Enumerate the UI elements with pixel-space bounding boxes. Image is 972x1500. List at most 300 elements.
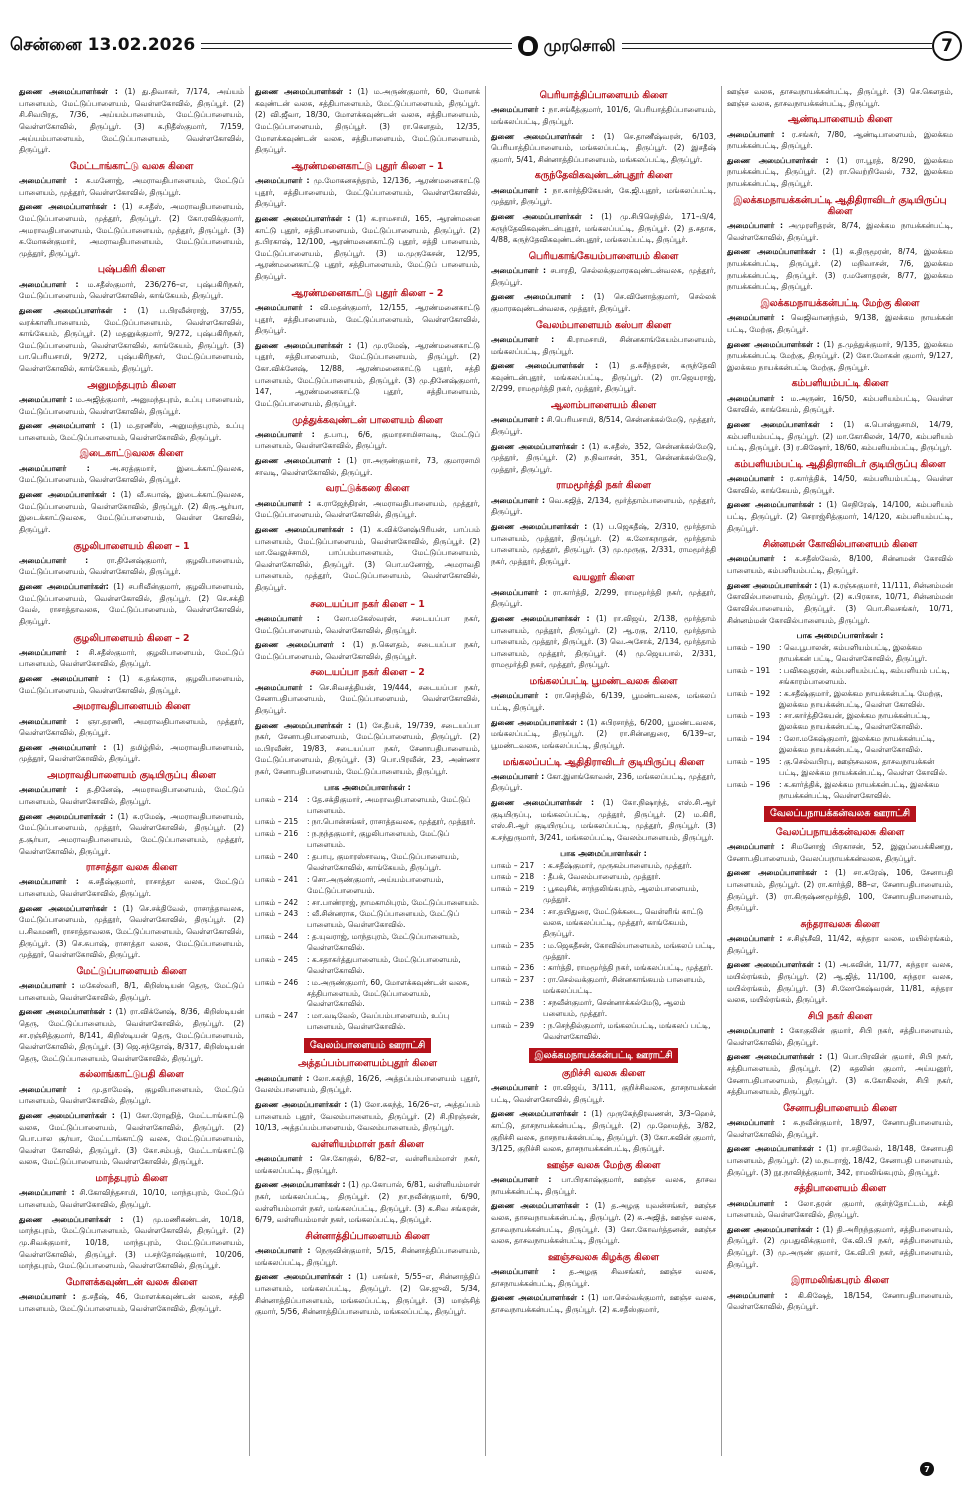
- ward-organizer: : சநவீன்குமார், சென்னாக்கல்மேடு, ஆலம் பளையம், முத்தூர்.: [543, 998, 686, 1018]
- branch-section: [491, 1160, 716, 1247]
- ward-row: [491, 907, 716, 940]
- role-label: அமைப்பாளர் :: [19, 394, 73, 404]
- role-label: துணை அமைப்பாளர்கள் :: [727, 580, 818, 590]
- member-details: ர.சங்கர், 7/80, ஆண்டிபாளையம், இலக்கம நாயக்கன்பட்டி, திருப்பூர்.: [727, 129, 953, 151]
- branch-section: [19, 161, 244, 260]
- member-entry: [491, 495, 716, 518]
- ward-organizer: : ரா.செல்வக்குமார், சின்னகாங்கயம் பாளையம், மங்கலப்பட்டி.: [543, 975, 706, 996]
- member-entry: [255, 302, 480, 337]
- role-label: துணை அமைப்பாளர்கள் :: [491, 521, 588, 531]
- branch-section: [727, 631, 953, 801]
- member-details: (1) மு.மணிகண்டன், 10/18, மாந்தபுரம், மேட்டுப்பாளையம், வெள்ளகோவில், திருப்பூர். (2) மு.சிவக்குமார், 10/18, மாந்தபுரம், மேட்டுப்பாளையம், வெள்ளகோவில், திருப்பூர். (3) ப.சந்தோஷ்குமார், 10/206, மாந்தபுரம், மேட்டுப்பாளையம், வெள்ளகோவில், திருப்பூர்.: [19, 1214, 244, 1271]
- member-entry: [255, 524, 480, 594]
- ward-organizer: : தபாபு, குமாரஸ்சாவடி, மேட்டுப்பாளையம், வெள்ளகோவில், காங்கேயம், திருப்பூர்.: [307, 852, 459, 872]
- member-entry: [19, 1110, 244, 1168]
- role-label: துணை அமைப்பாளர் :: [19, 674, 111, 684]
- branch-heading: இராமலிங்கபுரம் கிளை: [791, 1275, 889, 1287]
- member-details: த.சதீஷ், 46, மோளக்கவுண்டன் வலசு, சத்தி பாளையம், மேட்டுப்பாளையம், வெள்ளகோவில், திருப்பூர்.: [19, 1292, 244, 1313]
- member-details: (1) க.ராமசாமி, 165, ஆரண்மனை காட்டு புதூர், சத்திபாளையம், மேட்டுப்பாளையம், திருப்பூர். (2) த.பிரகாஷ், 12/100, ஆரண்மனைகாட்டு புதூர், சத்தி பாளையம், மேட்டுப்பாளையம், திருப்பூர். (3) ம.முருகேசன், 12/95, ஆரண்மனைகாட்டு புதூர், சத்திபாளையம், மேட்டுப் பாளையம், திருப்பூர்.: [255, 213, 480, 282]
- member-details: கோ.இளங்கோவன், 236, மங்கலப்பட்டி, முத்தூர், திருப்பூர்.: [491, 771, 716, 793]
- member-details: ச.சிஞ்சீவி, 11/42, சுந்தரா வலசு, மயில்ரங்கம், திருப்பூர்.: [727, 934, 953, 955]
- ward-row: [255, 909, 480, 931]
- member-entry: [491, 1082, 716, 1105]
- member-entry: [491, 360, 716, 395]
- branch-section: [491, 480, 716, 567]
- page-number: 7: [932, 31, 962, 61]
- role-label: அமைப்பாளர் :: [19, 716, 79, 726]
- member-details: (1) மு.சிபிசெந்தில், 171–பி/4, கருந்தேவிகவுண்டன்புதூர், மங்கலப்பட்டி, திருப்பூர். (2) த.சதாசு, 4/88, கருந்தேவிகவுண்டன்புதூர், மங்கலப்பட்டி, திருப்பூர்.: [491, 211, 716, 245]
- member-details: (1) த.அழகு யுவன்சங்கர், ஊஞ்ச வலசு, தாசவநாயக்கன்பட்டி, திருப்பூர். (2) சு.அஜித், ஊஞ்ச வலசு, தாசவநாயக்கன்பட்டி, திருப்பூர். (3) கோ.கோவர்த்தனன், ஊஞ்ச வலசு, தாசவநாயக்கன்பட்டி, திருப்பூர்.: [491, 1201, 716, 1246]
- member-entry: [255, 1073, 480, 1096]
- ward-row: [491, 861, 716, 872]
- member-details: (1) ரா.பூரத், 8/290, இலக்கம நாயக்கன்பட்டி, திருப்பூர். (2) ரா.வெற்றிவேல், 732, இலக்கம நாயக்கன்பட்டி, திருப்பூர்.: [727, 155, 953, 189]
- member-entry: [727, 473, 953, 496]
- branch-heading: சேனாபதிபாளையம் கிளை: [783, 1102, 897, 1114]
- branch-section: [491, 1048, 716, 1063]
- role-label: அமைப்பாளர் :: [255, 498, 312, 508]
- branch-heading: கல்லாங்காட்டுபதி கிளை: [79, 1069, 184, 1081]
- ward-organizer: : கார்த்தி, ராமமூர்த்தி நகர், மங்கலப்பட்டி, முத்தூர்.: [543, 963, 714, 973]
- branch-section: [255, 1231, 480, 1318]
- role-label: அமைப்பாளர் :: [19, 463, 90, 473]
- branch-section: [491, 757, 716, 844]
- role-label: அமைப்பாளர் :: [19, 176, 78, 186]
- role-label: துணை அமைப்பாளர்கள் :: [491, 1109, 587, 1119]
- member-entry: [19, 86, 244, 156]
- role-label: துணை அமைப்பாளர்கள் :: [491, 211, 593, 221]
- member-entry: [727, 841, 953, 864]
- member-entry: [255, 213, 480, 283]
- member-details: (1) து.திவாகர், 7/174, அய்யம் பாளையம், மேட்டுப்பாளையம், வெள்ளகோவில், திருப்பூர். (2) சி.சிவபிரத, 7/36, அய்யம்பாளையம், மேட்டுப்பாளையம், வெள்ளகோவில், திருப்பூர். (3) க.நிதீஸ்குமார், 7/159, அய்யம்பாளையம், மேட்டுப்பாளையம், வெள்ளகோவில், திருப்பூர்.: [19, 87, 245, 155]
- member-entry: [491, 185, 716, 208]
- role-label: துணை அமைப்பாளர்கள் :: [19, 903, 117, 913]
- member-details: (1) ந.கௌதம், சடையப்பா நகர், மேட்டுப்பாளையம், வெள்ளகோவில், திருப்பூர்.: [255, 640, 480, 661]
- branch-heading: மங்கலப்பட்டி ஆதிதிராவிடர் குடியிருப்பு கிளை: [502, 756, 705, 768]
- member-entry: [727, 1117, 953, 1140]
- role-label: அமைப்பாளர் :: [19, 1084, 81, 1094]
- role-label: துணை அமைப்பாளர்கள் :: [255, 720, 352, 730]
- branch-heading: வேலப்பநாயக்கன்வலசு கிளை: [775, 826, 905, 838]
- branch-heading: ஆலாம்பாளையம் கிளை: [550, 400, 657, 411]
- ward-row: [255, 875, 480, 897]
- ward-row: [491, 884, 716, 906]
- role-label: அமைப்பாளர் :: [491, 771, 545, 781]
- branch-section: [255, 599, 480, 663]
- member-entry: [255, 1271, 480, 1318]
- ward-row: [255, 817, 480, 828]
- member-entry: [491, 717, 716, 752]
- role-label: அமைப்பாளர் :: [727, 1290, 788, 1300]
- role-label: துணை அமைப்பாளர்கள் :: [19, 811, 114, 821]
- role-label: துணை அமைப்பாளர் :: [19, 421, 105, 431]
- role-label: அமைப்பாளர் :: [491, 1083, 548, 1093]
- member-entry: [255, 86, 480, 156]
- member-entry: [19, 420, 244, 443]
- member-details: (1) மா.செல்வக்குமார், ஊஞ்ச வலசு, தாசவநாயக்கன்பட்டி, திருப்பூர். (2) க.சதீஸ்குமார்,: [491, 1293, 716, 1315]
- role-label: அமைப்பாளர் :: [491, 1175, 552, 1185]
- ward-organizer: : நா.பொன்சங்கர், ராசாத்தவலசு, முத்தூர், முத்தூர்.: [307, 817, 476, 827]
- member-entry: [19, 1006, 244, 1064]
- ward-number: பாகம் – 218: [491, 872, 535, 882]
- member-details: கி.ராமசாமி, சின்னகாங்கேயம்பாளையம், மங்கலப்பட்டி, திருப்பூர்.: [491, 334, 716, 356]
- member-details: (1) சு.ரமேஷ், அமராவதிபாளையம், மேட்டுப்பாளையம், முத்தூர், வெள்ளகோவில், திருப்பூர். (2) த.சூர்யா, அமராவதிபாளையம், மேட்டுப்பாளையம், முத்தூர், வெள்ளகோவில், திருப்பூர்.: [19, 811, 244, 856]
- role-label: அமைப்பாளர் :: [255, 176, 310, 186]
- role-label: துணை அமைப்பாளர்கள் :: [491, 131, 595, 141]
- branch-section: [727, 1011, 953, 1098]
- member-entry: [491, 291, 716, 314]
- member-entry: [491, 414, 716, 437]
- role-label: அமைப்பாளர் :: [491, 495, 546, 505]
- ward-organizer: : க.சதீஷ்குமார், இலக்கம நாயக்கன்பட்டி மேற்கு, இலக்கம நாயக்கன்பட்டி, வெள்ள கோவில்.: [779, 688, 943, 709]
- ward-row: [727, 711, 953, 733]
- member-details: ஞா.தரணி, அமராவதிபாளையம், முத்தூர், வெள்ளகோவில், திருப்பூர்.: [19, 716, 244, 738]
- member-entry: [255, 455, 480, 478]
- ward-organizer: : சா.தயிதுரை, மேட்டுக்கடை, வெள்ளிங் காட்டு வலசு, மங்கலப்பட்டி, முத்தூர், காங்கேயம், திருப்பூர்.: [543, 907, 704, 938]
- member-details: (1) சு.விக்னேஷ்பிரியன், பாப்பம் பாளையம், மேட்டுப்பாளையம், வெள்ளகோவில், திருப்பூர். (2) மா.வேலுச்சாமி, பாப்பம்பாளையம், மேட்டுப்பாளையம், வெள்ளகோவில், திருப்பூர். (3) பொ.மனோஜ், அமராவதி பாளையம், முத்தூர், மேட்டுப்பாளையம், வெள்ளகோவில், திருப்பூர்.: [255, 524, 480, 592]
- panchayat-banner: வேலப்பநாயக்கன்வலசு ஊராட்சி: [764, 806, 916, 821]
- role-label: துணை அமைப்பாளர்கள் :: [19, 1214, 124, 1224]
- member-entry: [491, 1266, 716, 1289]
- ward-row: [491, 1021, 716, 1043]
- rising-sun-logo-icon: [518, 36, 538, 56]
- ward-number: பாகம் – 238: [491, 998, 535, 1008]
- role-label: துணை அமைப்பாளர்கள் :: [19, 1007, 112, 1017]
- branch-heading: குழலிபாளையம் கிளை – 2: [73, 632, 190, 644]
- branch-heading: மங்கலப்பட்டி பூமண்டவலசு கிளை: [529, 676, 678, 688]
- role-label: துணை அமைப்பாளர்கள்:: [19, 582, 109, 592]
- ward-number: பாகம் – 193: [727, 711, 771, 721]
- member-details: த.அழகு சிவசங்கர், ஊஞ்ச வலசு, தாசநாயக்கன்பட்டி, திருப்பூர்.: [491, 1267, 716, 1288]
- ward-row: [727, 734, 953, 756]
- ward-number: பாகம் – 239: [491, 1020, 535, 1030]
- role-label: துணை அமைப்பாளர்கள் :: [255, 1180, 346, 1190]
- masthead-rule-right: [622, 43, 932, 49]
- member-entry: [19, 489, 244, 536]
- role-label: துணை அமைப்பாளர்கள் :: [255, 87, 352, 96]
- member-entry: [727, 1143, 953, 1178]
- branch-heading: இலக்கமநாயக்கன்பட்டி ஆதிதிராவிடர் குடியிருப்பு கிளை: [733, 194, 947, 217]
- role-label: அமைப்பாளர் :: [255, 1154, 313, 1164]
- member-entry: [19, 742, 244, 765]
- ward-organizer: : ம.அருண்குமார், 60, மோளக்கவுண்டன் வலசு, சத்திபாளையம், மேட்டுப்பாளையம், வெள்ளகோவில்.: [307, 977, 470, 1009]
- ward-organizer: : க.சதாசுர்த்துபாளையம், மேட்டுப்பாளையம், வெள்ளகோவில்.: [307, 954, 461, 975]
- role-label: துணை அமைப்பாளர்கள் :: [19, 202, 117, 212]
- ward-number: பாகம் – 247: [255, 1011, 299, 1021]
- member-details: ஊஞ்ச வலசு, தாசவநாயக்கன்பட்டி, திருப்பூர். (3) செ.கௌதம், ஊஞ்ச வலசு, தாசவநாயக்கன்பட்டி, திருப்பூர்.: [727, 87, 953, 108]
- member-entry: [727, 867, 953, 914]
- member-details: நா.சங்கீத்குமார், 101/6, பெரியாத்திப்பாளையம், மங்கலப்பட்டி, திருப்பூர்.: [491, 105, 716, 126]
- role-label: துணை அமைப்பாளர் :: [491, 292, 585, 302]
- member-details: (1) ப.ஜெகதீஷ், 2/310, மூர்த்தாம் பாளையம், முத்தூர், திருப்பூர். (2) க.லோகநாதன், மூர்த்தாம் பாளையம், முத்தூர், திருப்பூர். (3) மு.முருகு, 2/331, ராமமூர்த்தி நகர், முத்தூர், திருப்பூர்.: [491, 521, 716, 566]
- member-details: அமுரளிதரன், 8/74, இலக்கம நாயக்கன்பட்டி, வெள்ளகோவில், திருப்பூர்.: [727, 221, 953, 242]
- member-entry: [19, 876, 244, 899]
- member-details: (1) சா.சுரேஷ், 106, சேனாபதி பாளையம், திருப்பூர். (2) ரா.கார்த்தி, 88–எ, சேனாபதிபாளையம், திருப்பூர். (3) ரா.கிருஷ்ணமூர்த்தி, 100, சேனாபதிபாளையம், திருப்பூர்.: [727, 868, 953, 913]
- branch-section: [491, 572, 716, 671]
- member-details: (1) ரா.சதிவேல், 18/148, சேனாபதி பாளையம், திருப்பூர். (2) ம.நடராஜ், 18/42, சேனாபதி பாளையம், திருப்பூர். (3) நூ.நாவிந்த்குமார், 342, ராமலிங்கபுரம், திருப்பூர்.: [727, 1144, 953, 1177]
- member-entry: [255, 429, 480, 452]
- member-details: (1) ச.சதீஸ், அமராவதிபாளையம், மேட்டுப்பாளையம், முத்தூர், திருப்பூர். (2) கோ.ரவிக்குமார், அமராவதிபாளையம், மேட்டுப்பாளையம், முத்தூர், திருப்பூர். (3) சு.மோகன்குமார், அமராவதிபாளையம், மேட்டுப்பாளையம், முத்தூர், திருப்பூர்.: [19, 202, 245, 258]
- member-entry: [255, 682, 480, 717]
- member-entry: [255, 498, 480, 521]
- role-label: அமைப்பாளர் :: [727, 474, 784, 484]
- ward-number: பாகம் – 242: [255, 897, 299, 907]
- ward-organizer: : வீ.சின்னராசு, மேட்டுப்பாளையம், மேட்டுப் பாளையம், வெள்ளகோவில்.: [307, 909, 460, 930]
- branch-heading: பெரியகாங்கேயம்பாளையம் கிளை: [528, 250, 679, 262]
- member-details: (1) வீ.சுபாஷ், இடைக்காட்டுவலசு, மேட்டுப்பாளையம், வெள்ளகோவில், திருப்பூர். (2) கிரு.ஆர்யா, இடைக்காட்டுவலசு, மேட்டுப்பாளையம், வெள்ள கோவில், திருப்பூர்.: [19, 490, 244, 534]
- member-entry: [491, 1108, 716, 1155]
- member-entry: [491, 771, 716, 794]
- role-label: அமைப்பாளர் :: [19, 981, 75, 991]
- role-label: துணை அமைப்பாளர்கள் :: [727, 419, 834, 429]
- member-details: (1) சே.தீபக், 19/739, சடையப்பா நகர், சேனாபதிபாளையம், மேட்டுப்பாளையம், திருப்பூர். (2) ம.பிரவீண், 19/83, சடையப்பா நகர், சேனாபதிபாளையம், மேட்டுப்பாளையம், திருப்பூர். (3) பொ.பிரவீன், 23, அண்ணா நகர், சேனாபதிபாளையம், மேட்டுப்பாளையம், திருப்பூர்.: [255, 720, 480, 777]
- member-details: (1) ரா.விஜய், 2/138, மூர்த்தாம் பாளையம், முத்தூர், திருப்பூர். (2) ஆ.ரகு, 2/110, மூர்த்தாம் பாளையம், முத்தூர், திருப்பூர். (3) வெ.அசோக், 2/134, மூர்த்தாம் பாளையம், முத்தூர், திருப்பூர். (4) மு.ஜெயபால், 2/331, ராமமூர்த்தி நகர், முத்தூர், திருப்பூர்.: [491, 613, 716, 670]
- role-label: அமைப்பாளர் :: [727, 842, 785, 852]
- member-details: (1) சுபிரசாந்த், 6/200, பூமண்டவலசு, மங்கலப்பட்டி, திருப்பூர். (2) ரா.சின்னதுரை, 6/139–எ, பூமண்டவலசு, மங்கலப்பட்டி, திருப்பூர்.: [491, 717, 717, 750]
- member-details: (1) செநிரேஷ், 14/100, கம்பளியம் பட்டி, திருப்பூர். (2) செராஜ்சித்குமார், 14/120, கம்பளியம்பட்டி, திருப்பூர்.: [727, 500, 953, 533]
- member-details: அ.சரத்குமார், இடைக்காட்டுவலசு, மேட்டுப்பாளையம், வெள்ளகோவில், திருப்பூர்.: [19, 463, 244, 485]
- role-label: துணை அமைப்பாளர்கள் :: [255, 340, 352, 350]
- member-details: (1) தமிழ்நில், அமராவதிபாளையம், முத்தூர், வெள்ளகோவில், திருப்பூர்.: [19, 742, 244, 764]
- branch-section: [491, 320, 716, 395]
- branch-section: [727, 114, 953, 189]
- role-label: அமைப்பாளர் :: [255, 613, 320, 623]
- ward-organizer: : க.கார்த்திக், இலக்கம நாயக்கன்பட்டி, இலக்கம நாயக்கன்பட்டி, வெள்ளகோவில்.: [779, 779, 940, 800]
- member-entry: [19, 201, 244, 259]
- ward-organizer: : பூகவுசிக், சாந்தலிங்கபுரம், ஆலம்பாளையம், முத்தூர்.: [543, 884, 699, 905]
- branch-section: [255, 783, 480, 1033]
- issue-date: சென்னை 13.02.2026: [10, 35, 196, 55]
- branch-section: [19, 380, 244, 444]
- role-label: அமைப்பாளர் :: [491, 415, 545, 425]
- branch-heading: ஊஞ்ச வலசு மேற்கு கிளை: [546, 1159, 661, 1171]
- branch-section: [491, 1252, 716, 1316]
- ward-row: [255, 955, 480, 977]
- branch-section: [491, 849, 716, 1043]
- ward-number: பாகம் – 190: [727, 643, 771, 653]
- branch-heading: மோளக்கவுண்டன் வலசு கிளை: [65, 1276, 198, 1288]
- member-entry: [727, 393, 953, 416]
- member-details: (1) க.பொன்துசாமி, 14/79, கம்பளியம்பட்டி, திருப்பூர். (2) மா.கோகிலன், 14/70, கம்பளியம் பட்டி, திருப்பூர். (3) ர.கிஷோர், 18/60, கம்பளியம்பட்டி, திருப்பூர்.: [727, 419, 954, 453]
- member-details: (1) முருகேந்திரவணன், 3/3–ஹெச், காட்டு, தாசநாயக்கன்பட்டி, திருப்பூர். (2) மு.ஹேமந்த், 3/82, குறிச்சி வலசு, தாசநாயக்கன்பட்டி, திருப்பூர். (3) கோ.சுவின் குமார், 3/125, குறிச்சி வலசு, தாசநாயக்கன்பட்டி, திருப்பூர்.: [491, 1109, 716, 1154]
- branch-heading: பெரியாத்திப்பாளையம் கிளை: [539, 90, 668, 101]
- member-details: (1) செ.வினோத்குமார், செல்லக் குமாரகவுண்டன்வலசு, முத்தூர், திருப்பூர்.: [491, 292, 716, 313]
- member-entry: [19, 1084, 244, 1107]
- member-entry: [19, 673, 244, 696]
- member-entry: [491, 797, 716, 844]
- branch-section: [727, 459, 953, 534]
- member-details: (1) ம.தரணீஸ், அனுமந்தபுரம், உப்பு பாளையம், மேட்டுப்பாளையம், வெள்ளகோவில், திருப்பூர்.: [19, 421, 244, 442]
- branch-heading: அனுமந்தபுரம் கிளை: [87, 379, 176, 391]
- member-details: (1) க.திருமூரன், 8/74, இலக்கம நாயக்கன்பட்டி, திருப்பூர். (2) மநிவாசன், 7/6, இலக்கம நாயக்கன்பட்டி, திருப்பூர். (3) ர.மனோதரன், 8/77, இலக்கம நாயக்கன்பட்டி, திருப்பூர்.: [727, 247, 953, 292]
- role-label: துணை அமைப்பாளர்கள் :: [727, 960, 821, 970]
- role-label: துணை அமைப்பாளர்கள் :: [19, 490, 116, 499]
- member-entry: [727, 553, 953, 576]
- branch-section: [727, 378, 953, 453]
- ward-organizer: : த.யுவராஜ், மாந்தபுரம், மேட்டுப்பாளையம், வெள்ளகோவில்.: [307, 932, 460, 953]
- role-label: அமைப்பாளர் :: [19, 555, 89, 565]
- role-label: துணை அமைப்பாளர்கள் :: [491, 613, 590, 623]
- branch-section: [255, 667, 480, 777]
- member-entry: [19, 1187, 244, 1210]
- member-details: (1) க.ரஞ்சுகுமார், 11/111, சின்னம்மன் கோவில்பாளையம், திருப்பூர். (2) க.பிரகாசு, 10/71, சின்னம்மன் கோவில்பாளையம், திருப்பூர். (3) பொ.சிவசங்கர், 10/71, சின்னம்மன் கோவில்பாளையம், திருப்பூர்.: [727, 580, 953, 625]
- member-entry: [727, 339, 953, 374]
- member-entry: [727, 959, 953, 1006]
- role-label: துணை அமைப்பாளர் :: [255, 456, 341, 466]
- member-details: சி.கோவிந்தசாமி, 10/10, மாந்தபுரம், மேட்டுப் பாளையம், வெள்ளகோவில், திருப்பூர்.: [19, 1188, 244, 1209]
- role-label: அமைப்பாளர் :: [255, 1073, 310, 1083]
- member-entry: [727, 1290, 953, 1313]
- member-entry: [255, 340, 480, 410]
- member-details: சபாரதி, செல்லக்குமாரகவுண்டன்வலசு, முத்தூர், திருப்பூர்.: [491, 266, 716, 287]
- member-details: த.பாபு, 6/6, குமாரசாமிசாவடி, மேட்டுப் பாளையம், வெள்ளகோவில், திருப்பூர்.: [255, 429, 480, 451]
- role-label: அமைப்பாளர் :: [727, 1198, 788, 1208]
- ward-number: பாகம் – 194: [727, 734, 771, 744]
- branch-heading: வரட்டுக்கரை கிளை: [325, 483, 410, 495]
- member-entry: [255, 613, 480, 636]
- role-label: துணை அமைப்பாளர்கள் :: [727, 1052, 823, 1062]
- member-details: நெருவின்குமார், 5/15, சின்னாத்திப்பாளையம், மங்கலப்பட்டி, திருப்பூர்.: [255, 1246, 480, 1267]
- ward-number: பாகம் – 195: [727, 756, 771, 766]
- ward-row: [727, 757, 953, 779]
- member-entry: [491, 265, 716, 288]
- ward-organizer: : ந.செந்தில்குமார், மங்கலப்பட்டி, மங்கலப் பட்டி, வெள்ளகோவில்.: [543, 1020, 711, 1041]
- member-entry: [727, 419, 953, 454]
- member-entry: [19, 784, 244, 807]
- ward-organizer: : லோ.மகேஷ்குமார், இலக்கம நாயக்கன்பட்டி, இலக்கம நாயக்கன்பட்டி, வெள்ளகோவில்.: [779, 734, 936, 755]
- role-label: அமைப்பாளர் :: [727, 313, 785, 323]
- member-details: ரா.கார்த்தி, 2/299, ராமமூர்த்தி நகர், முத்தூர், திருப்பூர்.: [491, 587, 716, 609]
- branch-heading: கம்பளியம்பட்டி கிளை: [791, 378, 889, 390]
- ward-number: பாகம் – 234: [491, 907, 535, 917]
- branch-heading: இலக்கமநாயக்கன்பட்டி மேற்கு கிளை: [760, 297, 920, 309]
- member-entry: [491, 441, 716, 476]
- branch-section: [491, 1068, 716, 1155]
- branch-heading: ஆரண்மனைகாட்டு புதூர் கிளை – 1: [291, 160, 444, 172]
- member-details: லோ.தரன் குமார், குள்ந்தோட்டம், சக்தி பாளையம், வெள்ளகோவில், திருப்பூர்.: [727, 1198, 953, 1220]
- member-details: சி.சதீஸ்குமார், குழலிபாளையம், மேட்டுப் பாளையம், வெள்ளகோவில், திருப்பூர்.: [19, 647, 244, 669]
- masthead: [10, 30, 962, 62]
- ward-row: [255, 1011, 480, 1033]
- ward-number: பாகம் – 235: [491, 940, 535, 950]
- member-entry: [19, 716, 244, 739]
- branch-heading: ஆண்டிபாளையம் கிளை: [787, 114, 893, 126]
- member-details: (1) ப.பிரவீன்ராஜ், 37/55, வரக்காளிபாளையம், மேட்டுப்பாளையம், வெள்ளகோவில், காங்கேயம், திருப்பூர். (2) மதனுக்குமார், 9/272, புஷ்பகிரிநகர், மேட்டுப்பாளையம், வெள்ளகோவில், காங்கேயம், திருப்பூர். (3) பா.பெரியசாமி, 9/272, புஷ்பகிரிநகர், மேட்டுப்பாளையம், வெள்ளகோவில், காங்கேயம், திருப்பூர்.: [19, 305, 245, 374]
- branch-section: [19, 862, 244, 961]
- ward-row: [491, 963, 716, 974]
- branch-heading: அத்தப்பம்பாளையம்புதூர் கிளை: [298, 1058, 437, 1070]
- branch-heading: ராசாத்தா வலசு கிளை: [85, 862, 178, 874]
- member-entry: [19, 903, 244, 961]
- role-label: துணை அமைப்பாளர்கள் :: [255, 1272, 351, 1282]
- branch-heading: கம்பளியம்பட்டி ஆதிதிராவிடர் குடியிருப்பு கிளை: [734, 458, 946, 470]
- member-entry: [491, 1200, 716, 1247]
- branch-heading: சுந்தராவலசு கிளை: [800, 918, 880, 930]
- member-entry: [19, 463, 244, 486]
- role-label: துணை அமைப்பாளர்கள் :: [727, 1144, 822, 1154]
- member-details: (1) த.முத்துக்குமார், 9/135, இலக்கம நாயக்கன்பட்டி மேற்கு, திருப்பூர். (2) கோ.மோகன் குமார், 9/127, இலக்கம நாயக்கன்பட்டி மேற்கு, திருப்பூர்.: [727, 339, 953, 372]
- branch-section: [727, 1275, 953, 1313]
- branch-heading: ஆரண்மனைகாட்டு புதூர் கிளை – 2: [291, 287, 444, 299]
- role-label: அமைப்பாளர் :: [727, 129, 785, 139]
- member-details: (1) கோ.ரோஹித், மேட்டாங்காட்டு வலசு, மேட்டுப்பாளையம், வெள்ளகோவில், திருப்பூர். (2) பொ.பால சூர்யா, மேட்டாங்காட்டு வலசு, மேட்டுப்பாளையம், வெள்ள கோவில், திருப்பூர். (3) கோ.சம்பத், மேட்டாங்காட்டு வலசு, மேட்டுப்பாளையம், வெள்ளகோவில், திருப்பூர்.: [19, 1110, 244, 1167]
- role-label: துணை அமைப்பாளர்கள் :: [491, 361, 599, 371]
- member-entry: [727, 1051, 953, 1098]
- member-entry: [727, 86, 953, 109]
- branch-heading: மாந்தபுரம் கிளை: [95, 1173, 168, 1185]
- member-details: (1) மு.ரமேஷ், ஆரண்மனைகாட்டு புதூர், சத்திபாளையம், மேட்டுப்பாளையம், திருப்பூர். (2) கோ.விக்னேஷ், 12/88, ஆரண்மனைகாட்டு புதூர், சத்தி பாளையம், மேட்டுப்பாளையம், திருப்பூர். (3) மு.தினேஷ்குமார், 147, ஆரண்மனைகாட்டு புதூர், சத்திபாளையம், மேட்டுப்பாளையம், திருப்பூர்.: [255, 340, 480, 408]
- member-details: (1) செ.சக்திவேல், ராசாத்தாவலசு, மேட்டுப்பாளையம், முத்தூர், வெள்ளகோவில், திருப்பூர். (2) ப.சிவமணி, ராசாத்தாவலசு, மேட்டுப்பாளையம், வெள்ளகோவில், திருப்பூர். (3) செ.சுபாஷ், ராசாத்தா வலசு, மேட்டுப்பாளையம், முத்தூர், வெள்ளகோவில், திருப்பூர்.: [19, 903, 244, 960]
- ward-number: பாகம் – 196: [727, 779, 771, 789]
- branch-section: [19, 86, 244, 156]
- member-entry: [255, 639, 480, 662]
- branch-section: [19, 1277, 244, 1315]
- page-number-footer: 7: [920, 1462, 934, 1476]
- member-details: (1) ம.அருண்குமார், 60, மோளக் கவுண்டன் வலசு, சத்திபாளையம், மேட்டுப்பாளையம், திருப்பூர். (2) வி.ஜீவா, 18/30, மோளக்கவுண்டன் வலசு, சத்திபாளையம், மேட்டுப்பாளையம், திருப்பூர். (3) ரா.கௌதம், 12/35, மோளக்கவுண்டன் வலசு, சத்திபாளையம், மேட்டுப்பாளையம், திருப்பூர்.: [255, 87, 480, 155]
- branch-section: [255, 1058, 480, 1133]
- ward-list-title: பாக அமைப்பாளர்கள் :: [324, 782, 411, 792]
- branch-section: [255, 1139, 480, 1226]
- ward-number: பாகம் – 245: [255, 954, 299, 964]
- ward-row: [255, 978, 480, 1011]
- role-label: துணை அமைப்பாளர்கள் :: [491, 1293, 585, 1303]
- role-label: அமைப்பாளர் :: [491, 334, 555, 344]
- branch-section: [19, 264, 244, 374]
- ward-number: பாகம் – 217: [491, 860, 535, 870]
- branch-heading: வேலம்பாளையம் கஸ்பா கிளை: [535, 319, 672, 331]
- member-entry: [19, 394, 244, 417]
- member-details: செ.கோகுல், 6/82–எ, வள்ளியம்மாள் நகர், மங்கலப்பட்டி, திருப்பூர்.: [255, 1154, 480, 1175]
- panchayat-banner: வேலம்பாளையம் ஊராட்சி: [304, 1038, 431, 1053]
- role-label: அமைப்பாளர் :: [491, 1267, 556, 1277]
- role-label: துணை அமைப்பாளர்கள் :: [19, 1110, 115, 1120]
- member-entry: [19, 1214, 244, 1272]
- ward-number: பாகம் – 240: [255, 852, 299, 862]
- branch-section: [727, 827, 953, 914]
- member-details: ரா.தினேஷ்குமார், குழலிபாளையம், மேட்டுப்பாளையம், வெள்ளகோவில், திருப்பூர்.: [19, 555, 244, 577]
- member-entry: [491, 587, 716, 610]
- branch-section: [491, 400, 716, 475]
- ward-number: பாகம் – 236: [491, 963, 535, 973]
- role-label: துணை அமைப்பாளர்கள் :: [255, 1099, 348, 1109]
- member-entry: [19, 980, 244, 1003]
- ward-number: பாகம் – 219: [491, 884, 535, 894]
- role-label: அமைப்பாளர் :: [491, 587, 548, 597]
- member-details: (1) பொ.பிரவின் குமார், சிபி நகர், சத்திபாளையம், திருப்பூர். (2) சுதலின் குமார், அய்யனூர், சேனாபதிபாளையம், திருப்பூர். (3) சு.கோகிலன், சிபி நகர், சத்திபாளையம், திருப்பூர்.: [727, 1052, 954, 1097]
- branch-section: [255, 1038, 480, 1053]
- branch-heading: மேட்டாங்காட்டு வலசு கிளை: [69, 160, 194, 172]
- member-entry: [727, 499, 953, 534]
- member-details: வி.மதன்குமார், 12/155, ஆரண்மனைகாட்டு புதூர், சத்திபாளையம், மேட்டுப்பாளையம், வெள்ளகோவில், திருப்பூர்.: [255, 302, 480, 336]
- member-details: சி.பெரியசாமி, 8/514, சென்னக்கல்மேடு, முத்தூர், திருப்பூர்.: [491, 415, 716, 436]
- member-entry: [727, 933, 953, 956]
- branch-section: [19, 701, 244, 765]
- member-details: சு.சதீஸ்வேல், 8/100, சின்னமன் கோவில் பாளையம், கம்பளியம்பட்டி, திருப்பூர்.: [727, 554, 953, 576]
- role-label: துணை அமைப்பாளர்கள் :: [491, 441, 585, 451]
- ward-organizer: : சொ.அருண்குமார், அய்யம்பாளையம், மேட்டுப்பாளையம்.: [307, 874, 444, 895]
- branch-section: [727, 1103, 953, 1178]
- ward-list-title: பாக அமைப்பாளர்கள் :: [796, 631, 884, 641]
- ward-row: [255, 829, 480, 851]
- role-label: துணை அமைப்பாளர்கள் :: [491, 717, 584, 727]
- role-label: அமைப்பாளர் :: [727, 1026, 784, 1036]
- branch-section: [727, 539, 953, 626]
- ward-number: பாகம் – 192: [727, 688, 771, 698]
- member-entry: [491, 131, 716, 166]
- member-details: (1) மு.கோபால், 6/81, வள்ளியம்மாள் நகர், மங்கலப்பட்டி, திருப்பூர். (2) நா.நவீன்குமார், 6/90, வள்ளியம்மாள் நகர், மங்கலப்பட்டி, திருப்பூர். (3) க.சிவ சங்கரன், 6/79, வள்ளியம்மாள் நகர், மங்கலப்பட்டி, திருப்பூர்.: [255, 1180, 480, 1225]
- ward-number: பாகம் – 241: [255, 874, 299, 884]
- role-label: அமைப்பாளர் :: [491, 105, 545, 115]
- ward-number: பாகம் – 246: [255, 977, 299, 987]
